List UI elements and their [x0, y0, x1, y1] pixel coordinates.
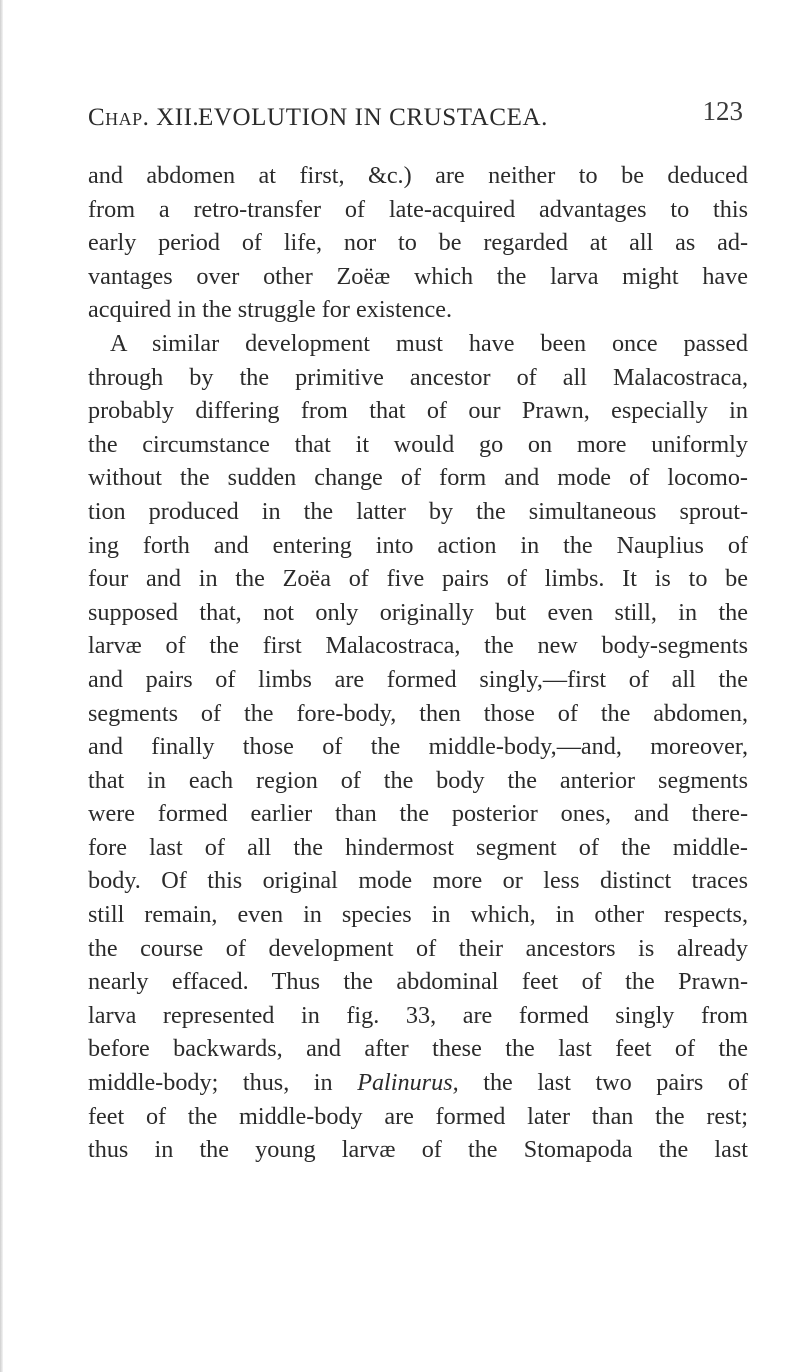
text-line: early period of life, nor to be regarded at all as ad-	[88, 229, 748, 257]
chapter-label: Chap. XII.	[88, 104, 200, 131]
text-line: larvæ of the first Malacostraca, the new body-segments	[88, 632, 748, 660]
text-line: from a retro-transfer of late-acquired advantages to this	[88, 195, 748, 223]
running-title: EVOLUTION IN CRUSTACEA.	[198, 104, 548, 131]
text-line: and pairs of limbs are formed singly,—first of all the	[88, 665, 748, 693]
text-line: thus in the young larvæ of the Stomapoda the last	[88, 1136, 748, 1164]
text-line: the circumstance that it would go on more uniformly	[88, 430, 748, 458]
text-line: vantages over other Zoëæ which the larva might have	[88, 262, 748, 290]
text-line: without the sudden change of form and mode of locomo-	[88, 464, 748, 492]
body-text	[88, 159, 748, 1167]
genus-name: Palinurus,	[357, 1069, 459, 1097]
text-segment: the last two pairs of	[483, 1069, 749, 1097]
text-line: fore last of all the hindermost segment of the middle-	[88, 833, 748, 861]
text-line: still remain, even in species in which, in other respects,	[88, 901, 748, 929]
text-line: body. Of this original mode more or less distinct traces	[88, 867, 748, 895]
page-number: 123	[702, 96, 743, 126]
text-line: nearly effaced. Thus the abdominal feet of the Prawn-	[88, 968, 748, 996]
text-line: through by the primitive ancestor of all Malacostraca,	[88, 363, 748, 391]
text-line: before backwards, and after these the last feet of the	[88, 1035, 748, 1063]
text-line: and abdomen at first, &c.) are neither to be deduced	[88, 162, 748, 189]
text-segment: middle-body; thus, in	[88, 1069, 333, 1097]
text-line: the course of development of their ancestors is already	[88, 934, 748, 962]
text-line: that in each region of the body the anterior segments	[88, 766, 748, 794]
running-header	[88, 96, 743, 144]
text-line: tion produced in the latter by the simultaneous sprout-	[88, 497, 748, 525]
text-line: segments of the fore-body, then those of the abdomen,	[88, 699, 748, 727]
text-line	[88, 1066, 748, 1100]
text-line: were formed earlier than the posterior ones, and there-	[88, 800, 748, 828]
text-line: larva represented in fig. 33, are formed singly from	[88, 1001, 748, 1029]
text-line: four and in the Zoëa of five pairs of limbs. It is to be	[88, 565, 748, 593]
text-line: supposed that, not only originally but even still, in the	[88, 598, 748, 626]
text-line: ing forth and entering into action in the Nauplius of	[88, 531, 748, 559]
text-line: A similar development must have been once passed	[110, 329, 748, 357]
text-line: probably differing from that of our Prawn, especially in	[88, 397, 748, 425]
text-line: acquired in the struggle for existence.	[88, 296, 453, 324]
text-line: and finally those of the middle-body,—and, moreover,	[88, 733, 748, 761]
text-line: feet of the middle-body are formed later than the rest;	[88, 1102, 748, 1130]
page-edge-shadow	[0, 0, 3, 1372]
